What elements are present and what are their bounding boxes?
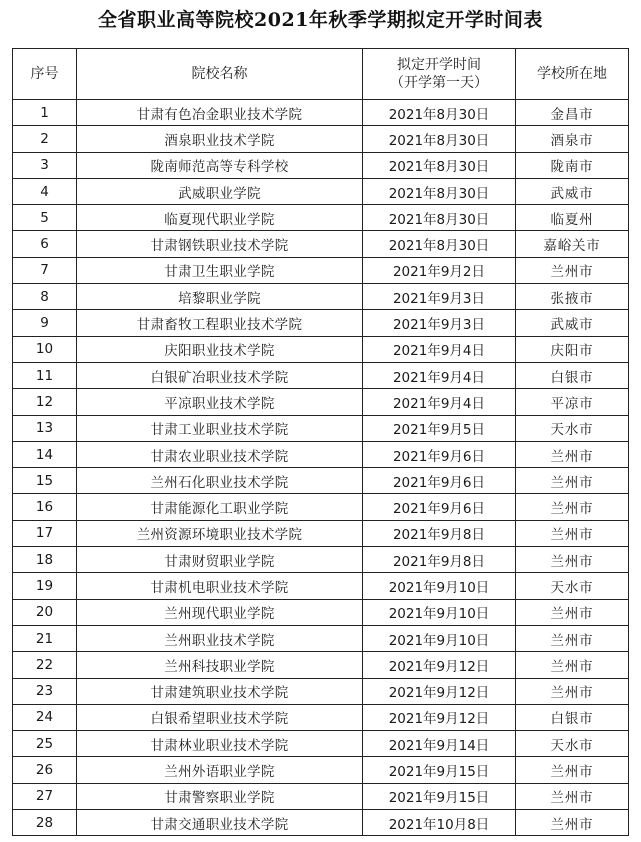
table-header-row (13, 49, 629, 100)
row-start-date-cell: 2021年10月8日 (363, 810, 516, 836)
row-index-cell: 27 (13, 783, 77, 809)
row-index-cell: 2 (13, 126, 77, 152)
row-location-cell: 兰州市 (516, 547, 629, 573)
row-school-name-cell: 临夏现代职业学院 (77, 205, 363, 231)
row-school-name-cell: 甘肃机电职业技术学院 (77, 573, 363, 599)
table-row (13, 231, 629, 257)
table-row (13, 100, 629, 126)
row-location-cell: 张掖市 (516, 284, 629, 310)
table-row (13, 126, 629, 152)
table-row (13, 704, 629, 730)
row-location-cell: 庆阳市 (516, 336, 629, 362)
table-row (13, 152, 629, 178)
header-start-date-line2: （开学第一天） (390, 75, 488, 91)
row-index-cell: 25 (13, 731, 77, 757)
row-school-name-cell: 平凉职业技术学院 (77, 389, 363, 415)
row-index-cell: 4 (13, 178, 77, 204)
row-school-name-cell: 甘肃卫生职业学院 (77, 257, 363, 283)
row-location-cell: 武威市 (516, 310, 629, 336)
row-location-cell: 天水市 (516, 573, 629, 599)
table-row (13, 362, 629, 388)
row-start-date-cell: 2021年9月6日 (363, 441, 516, 467)
row-start-date-cell: 2021年9月14日 (363, 731, 516, 757)
row-school-name-cell: 甘肃钢铁职业技术学院 (77, 231, 363, 257)
table-row (13, 336, 629, 362)
row-index-cell: 28 (13, 810, 77, 836)
row-index-cell: 21 (13, 625, 77, 651)
table-row (13, 783, 629, 809)
row-start-date-cell: 2021年9月4日 (363, 336, 516, 362)
row-index-cell: 8 (13, 284, 77, 310)
row-location-cell: 兰州市 (516, 494, 629, 520)
row-start-date-cell: 2021年9月10日 (363, 625, 516, 651)
table-row (13, 415, 629, 441)
row-location-cell: 白银市 (516, 704, 629, 730)
row-location-cell: 金昌市 (516, 100, 629, 126)
schedule-table (12, 48, 629, 836)
row-school-name-cell: 甘肃财贸职业学院 (77, 547, 363, 573)
table-row (13, 599, 629, 625)
table-row (13, 520, 629, 546)
row-index-cell: 17 (13, 520, 77, 546)
row-school-name-cell: 甘肃工业职业技术学院 (77, 415, 363, 441)
row-start-date-cell: 2021年9月3日 (363, 284, 516, 310)
table-row (13, 389, 629, 415)
row-school-name-cell: 陇南师范高等专科学校 (77, 152, 363, 178)
table-body (13, 100, 629, 836)
row-school-name-cell: 甘肃建筑职业技术学院 (77, 678, 363, 704)
row-location-cell: 兰州市 (516, 257, 629, 283)
row-location-cell: 兰州市 (516, 652, 629, 678)
row-start-date-cell: 2021年9月12日 (363, 652, 516, 678)
row-school-name-cell: 甘肃林业职业技术学院 (77, 731, 363, 757)
row-index-cell: 5 (13, 205, 77, 231)
header-index: 序号 (13, 49, 77, 100)
table-row (13, 468, 629, 494)
row-school-name-cell: 兰州资源环境职业技术学院 (77, 520, 363, 546)
row-index-cell: 22 (13, 652, 77, 678)
table-row (13, 284, 629, 310)
row-start-date-cell: 2021年9月10日 (363, 599, 516, 625)
row-start-date-cell: 2021年9月5日 (363, 415, 516, 441)
row-start-date-cell: 2021年8月30日 (363, 231, 516, 257)
table-row (13, 257, 629, 283)
row-index-cell: 9 (13, 310, 77, 336)
row-start-date-cell: 2021年8月30日 (363, 205, 516, 231)
row-index-cell: 20 (13, 599, 77, 625)
row-index-cell: 3 (13, 152, 77, 178)
row-location-cell: 陇南市 (516, 152, 629, 178)
row-start-date-cell: 2021年9月12日 (363, 704, 516, 730)
row-location-cell: 白银市 (516, 362, 629, 388)
row-location-cell: 天水市 (516, 731, 629, 757)
row-index-cell: 6 (13, 231, 77, 257)
row-location-cell: 酒泉市 (516, 126, 629, 152)
table-row (13, 810, 629, 836)
row-school-name-cell: 甘肃畜牧工程职业技术学院 (77, 310, 363, 336)
row-index-cell: 14 (13, 441, 77, 467)
row-start-date-cell: 2021年9月15日 (363, 757, 516, 783)
row-school-name-cell: 兰州石化职业技术学院 (77, 468, 363, 494)
row-start-date-cell: 2021年8月30日 (363, 100, 516, 126)
table-row (13, 178, 629, 204)
row-start-date-cell: 2021年9月8日 (363, 520, 516, 546)
row-school-name-cell: 甘肃农业职业技术学院 (77, 441, 363, 467)
row-start-date-cell: 2021年8月30日 (363, 178, 516, 204)
row-location-cell: 兰州市 (516, 599, 629, 625)
table-row (13, 547, 629, 573)
table-row (13, 310, 629, 336)
row-start-date-cell: 2021年9月12日 (363, 678, 516, 704)
row-index-cell: 10 (13, 336, 77, 362)
table-row (13, 678, 629, 704)
table-row (13, 731, 629, 757)
row-location-cell: 临夏州 (516, 205, 629, 231)
row-start-date-cell: 2021年9月15日 (363, 783, 516, 809)
row-location-cell: 兰州市 (516, 520, 629, 546)
row-location-cell: 兰州市 (516, 678, 629, 704)
header-start-date (363, 49, 516, 100)
row-start-date-cell: 2021年9月4日 (363, 389, 516, 415)
header-start-date-line1: 拟定开学时间 (397, 57, 481, 73)
row-start-date-cell: 2021年9月4日 (363, 362, 516, 388)
row-school-name-cell: 兰州科技职业学院 (77, 652, 363, 678)
row-location-cell: 兰州市 (516, 441, 629, 467)
row-location-cell: 武威市 (516, 178, 629, 204)
row-start-date-cell: 2021年9月6日 (363, 494, 516, 520)
row-index-cell: 11 (13, 362, 77, 388)
header-school-name: 院校名称 (77, 49, 363, 100)
row-index-cell: 19 (13, 573, 77, 599)
row-index-cell: 26 (13, 757, 77, 783)
row-start-date-cell: 2021年9月2日 (363, 257, 516, 283)
row-location-cell: 兰州市 (516, 625, 629, 651)
row-index-cell: 7 (13, 257, 77, 283)
row-school-name-cell: 酒泉职业技术学院 (77, 126, 363, 152)
row-location-cell: 平凉市 (516, 389, 629, 415)
row-school-name-cell: 甘肃有色冶金职业技术学院 (77, 100, 363, 126)
row-location-cell: 兰州市 (516, 757, 629, 783)
table-row (13, 441, 629, 467)
row-start-date-cell: 2021年9月3日 (363, 310, 516, 336)
table-row (13, 205, 629, 231)
row-location-cell: 兰州市 (516, 810, 629, 836)
row-start-date-cell: 2021年9月10日 (363, 573, 516, 599)
row-school-name-cell: 甘肃能源化工职业学院 (77, 494, 363, 520)
row-school-name-cell: 白银希望职业技术学院 (77, 704, 363, 730)
row-school-name-cell: 白银矿冶职业技术学院 (77, 362, 363, 388)
row-index-cell: 24 (13, 704, 77, 730)
row-index-cell: 18 (13, 547, 77, 573)
row-location-cell: 兰州市 (516, 783, 629, 809)
row-start-date-cell: 2021年9月6日 (363, 468, 516, 494)
row-school-name-cell: 兰州现代职业学院 (77, 599, 363, 625)
table-row (13, 652, 629, 678)
row-index-cell: 16 (13, 494, 77, 520)
header-location: 学校所在地 (516, 49, 629, 100)
row-index-cell: 23 (13, 678, 77, 704)
row-start-date-cell: 2021年8月30日 (363, 126, 516, 152)
row-school-name-cell: 武威职业学院 (77, 178, 363, 204)
row-start-date-cell: 2021年9月8日 (363, 547, 516, 573)
row-start-date-cell: 2021年8月30日 (363, 152, 516, 178)
row-school-name-cell: 甘肃警察职业学院 (77, 783, 363, 809)
row-index-cell: 15 (13, 468, 77, 494)
row-location-cell: 嘉峪关市 (516, 231, 629, 257)
row-school-name-cell: 兰州外语职业学院 (77, 757, 363, 783)
table-row (13, 625, 629, 651)
row-index-cell: 13 (13, 415, 77, 441)
table-row (13, 757, 629, 783)
row-school-name-cell: 兰州职业技术学院 (77, 625, 363, 651)
row-location-cell: 天水市 (516, 415, 629, 441)
row-location-cell: 兰州市 (516, 468, 629, 494)
page-title: 全省职业高等院校2021年秋季学期拟定开学时间表 (98, 9, 543, 31)
row-school-name-cell: 甘肃交通职业技术学院 (77, 810, 363, 836)
row-index-cell: 1 (13, 100, 77, 126)
row-school-name-cell: 培黎职业学院 (77, 284, 363, 310)
table-row (13, 573, 629, 599)
table-row (13, 494, 629, 520)
row-index-cell: 12 (13, 389, 77, 415)
row-school-name-cell: 庆阳职业技术学院 (77, 336, 363, 362)
